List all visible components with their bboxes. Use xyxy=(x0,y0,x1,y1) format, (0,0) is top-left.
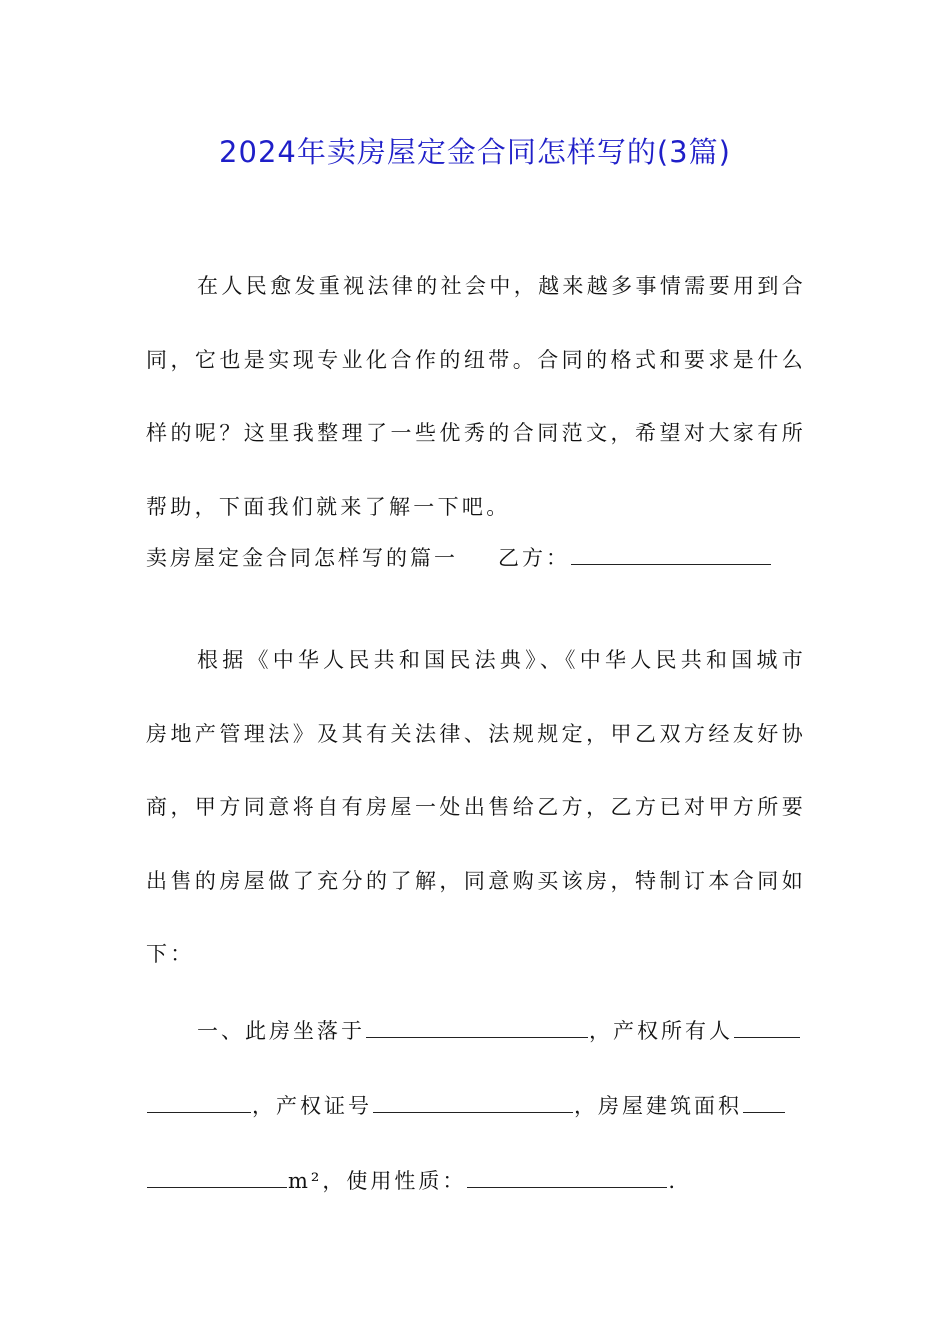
clause-1-line-1 xyxy=(146,1011,810,1051)
section-heading-line xyxy=(146,538,810,578)
unit-label: m²，使用性质： xyxy=(288,1169,467,1193)
clause-1-line-2 xyxy=(146,1086,810,1126)
section-heading: 卖房屋定金合同怎样写的篇一 xyxy=(146,546,458,570)
owner-blank-end xyxy=(147,1088,251,1113)
area-blank-end xyxy=(147,1163,287,1188)
end-mark: . xyxy=(668,1169,679,1193)
located-label: 一、此房坐落于 xyxy=(197,1019,365,1043)
clause-1-line-3 xyxy=(146,1161,810,1201)
party-b-blank xyxy=(571,540,771,565)
cert-label: ，产权证号 xyxy=(252,1094,372,1118)
location-blank xyxy=(366,1013,588,1038)
party-b-label: 乙方： xyxy=(498,546,570,570)
law-paragraph: 根据《中华人民共和国民法典》、《中华人民共和国城市房地产管理法》及其有关法律、法规规定，甲乙双方经友好协商，甲方同意将自有房屋一处出售给乙方，乙方已对甲方所要出售的房屋做了充分的了解，同意购买该房，特制订本合同如下： xyxy=(146,648,806,966)
area-label: ，房屋建筑面积 xyxy=(574,1094,742,1118)
usage-blank xyxy=(467,1163,667,1188)
cert-blank xyxy=(373,1088,573,1113)
owner-blank-start xyxy=(734,1013,800,1038)
owner-label: ，产权所有人 xyxy=(589,1019,733,1043)
intro-paragraph: 在人民愈发重视法律的社会中，越来越多事情需要用到合同，它也是实现专业化合作的纽带。合同的格式和要求是什么样的呢？这里我整理了一些优秀的合同范文，希望对大家有所帮助，下面我们就来了解一下吧。 xyxy=(146,274,806,519)
area-blank-start xyxy=(743,1088,785,1113)
document-title: 2024年卖房屋定金合同怎样写的(3篇) xyxy=(219,135,731,169)
